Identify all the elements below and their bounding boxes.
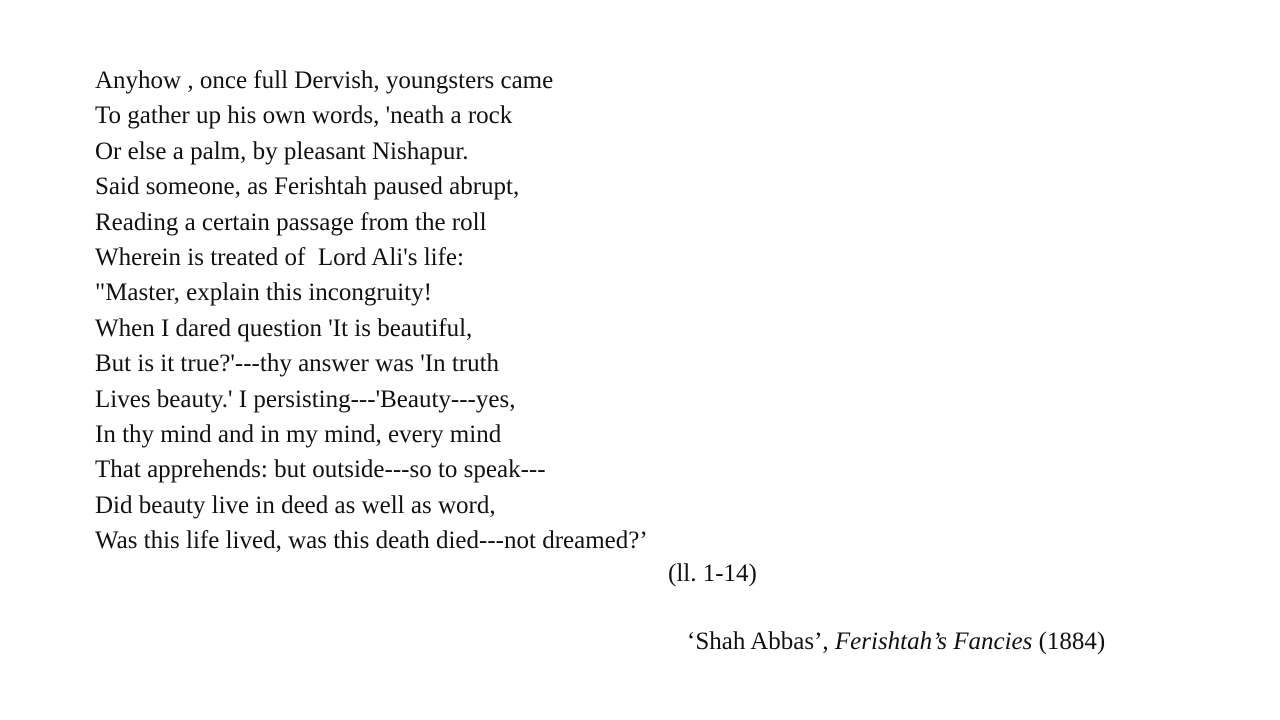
poem-line: Did beauty live in deed as well as word, xyxy=(95,491,496,519)
poem-line: Wherein is treated of Lord Ali's life: xyxy=(95,244,464,272)
poem-line: To gather up his own words, 'neath a rock xyxy=(95,102,513,130)
citation-work-title: Ferishtah’s Fancies xyxy=(834,628,1033,655)
poem-line: When I dared question 'It is beautiful, xyxy=(95,314,473,342)
poem-line: In thy mind and in my mind, every mind xyxy=(95,421,502,449)
citation-year: (1884) xyxy=(1038,628,1106,655)
citation xyxy=(687,624,1105,659)
citation-poem-title: ‘Shah Abbas’, xyxy=(687,628,829,655)
poem-line: "Master, explain this incongruity! xyxy=(95,279,432,307)
poem-excerpt xyxy=(95,63,795,559)
poem-line: Lives beauty.' I persisting---'Beauty---yes, xyxy=(95,385,516,413)
line-reference: (ll. 1-14) xyxy=(668,560,757,587)
poem-line: Was this life lived, was this death died---not dreamed?’ xyxy=(95,527,648,555)
poem-line: Reading a certain passage from the roll xyxy=(95,208,487,236)
poem-line: But is it true?'---thy answer was 'In truth xyxy=(95,350,500,378)
poem-line: That apprehends: but outside---so to speak--- xyxy=(95,456,546,484)
poem-line: Or else a palm, by pleasant Nishapur. xyxy=(95,137,469,165)
poem-line: Anyhow , once full Dervish, youngsters came xyxy=(95,67,554,94)
poem-line: Said someone, as Ferishtah paused abrupt, xyxy=(95,173,520,201)
